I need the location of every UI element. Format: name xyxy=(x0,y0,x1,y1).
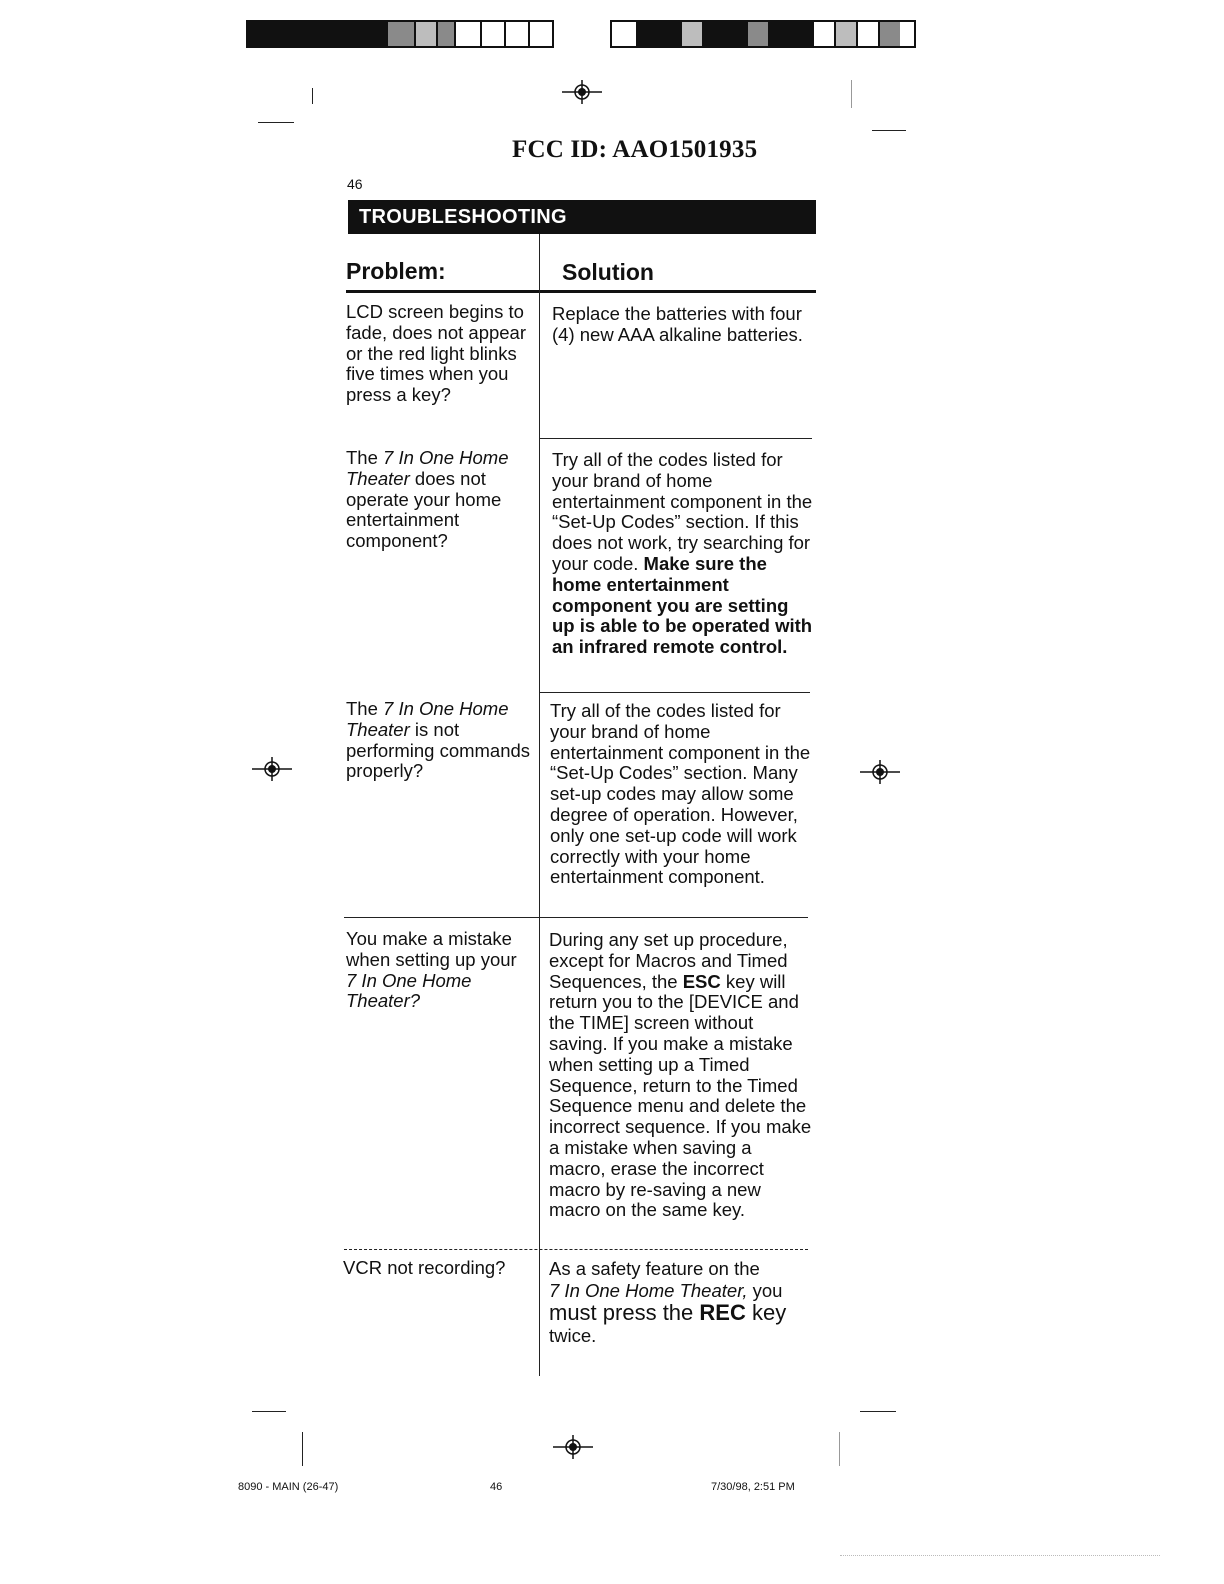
row-separator xyxy=(344,917,808,918)
section-title-banner: TROUBLESHOOTING xyxy=(348,200,816,234)
table-row-problem: The 7 In One Home Theater is not performing commands properly? xyxy=(346,698,531,782)
registration-target-top-icon xyxy=(562,80,602,104)
table-row-solution: Replace the batteries with four (4) new AAA alkaline batteries. xyxy=(552,303,803,345)
table-row-problem: LCD screen begins to fade, does not appear or the red light blinks five times when you press a key? xyxy=(346,301,527,406)
row-separator xyxy=(540,692,810,693)
registration-target-bottom-icon xyxy=(553,1435,593,1459)
table-row-solution: Try all of the codes listed for your brand of home entertainment component in the “Set-Up Codes” section. If this does not work, try searching for your code. Make sure the home entertainment component you are setting up is able to be operated with an infrared remote control. xyxy=(552,449,813,658)
crop-mark xyxy=(872,130,906,131)
column-header-solution: Solution xyxy=(562,259,654,285)
crop-mark xyxy=(839,1432,840,1466)
registration-bar-right xyxy=(610,20,916,48)
registration-target-left-icon xyxy=(252,757,292,781)
scan-artifact xyxy=(840,1555,1160,1556)
crop-mark xyxy=(302,1432,303,1466)
table-row-problem: VCR not recording? xyxy=(343,1257,506,1278)
table-row-solution: Try all of the codes listed for your brand of home entertainment component in the “Set-Up Codes” section. Many set-up codes may allow some degree of operation. However, only one set-up code will work correctly with your home entertainment component. xyxy=(550,700,811,888)
footer-job-label: 8090 - MAIN (26-47) xyxy=(238,1481,339,1493)
footer-page-number: 46 xyxy=(490,1481,503,1493)
table-row-problem: You make a mistake when setting up your 7 In One Home Theater? xyxy=(346,928,517,1012)
table-row-problem: The 7 In One Home Theater does not operate your home entertainment component? xyxy=(346,447,509,552)
crop-mark xyxy=(258,122,294,123)
header-rule xyxy=(346,290,816,293)
crop-mark xyxy=(851,80,852,108)
registration-bar-left xyxy=(246,20,554,48)
column-header-problem: Problem: xyxy=(346,258,446,284)
row-separator xyxy=(344,1249,808,1250)
crop-mark xyxy=(312,88,313,104)
footer-timestamp: 7/30/98, 2:51 PM xyxy=(711,1481,795,1493)
row-separator xyxy=(540,438,812,439)
crop-mark xyxy=(860,1411,896,1412)
fcc-id: FCC ID: AAO1501935 xyxy=(512,136,758,163)
table-row-solution: As a safety feature on the 7 In One Home Theater, you must press the REC key twice. xyxy=(549,1258,787,1346)
page-number: 46 xyxy=(347,176,363,192)
registration-target-right-icon xyxy=(860,760,900,784)
column-divider xyxy=(539,234,540,1376)
table-row-solution: During any set up procedure, except for Macros and Timed Sequences, the ESC key will return you to the [DEVICE and the TIME] screen without saving. If you make a mistake when setting up a Timed Sequence, return to the Timed Sequence menu and delete the incorrect sequence. If you make a mistake when saving a macro, erase the incorrect macro by re-saving a new macro on the same key. xyxy=(549,929,812,1221)
crop-mark xyxy=(252,1411,286,1412)
